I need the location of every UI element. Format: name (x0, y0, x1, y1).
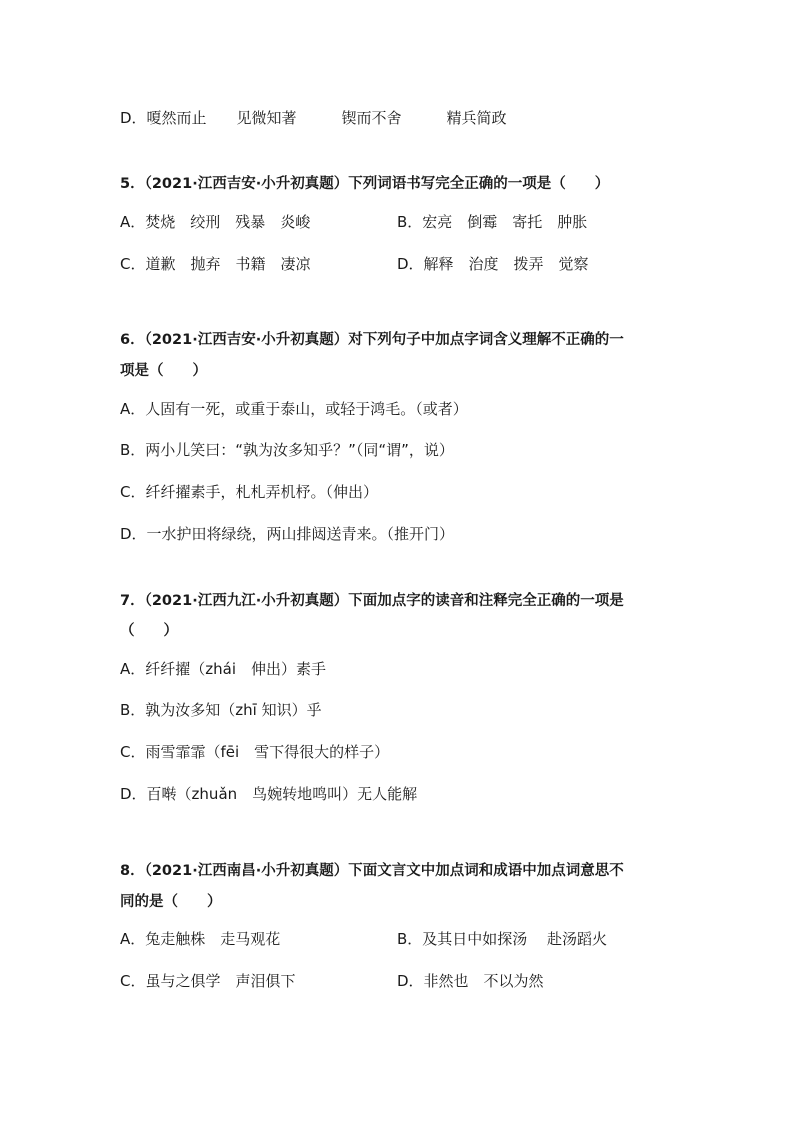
q4-option-d: D．嗄然而止 见微知著 锲而不舍 精兵简政 (120, 109, 507, 127)
q5-option-c: C．道歉 抛弃 书籍 凄凉 (120, 255, 311, 273)
q8-option-a: A．兔走触株 走马观花 (120, 930, 281, 948)
q5-title: 5．（2021·江西吉安·小升初真题）下列词语书写完全正确的一项是（ ） (120, 176, 610, 192)
q6-title-line1: 6．（2021·江西吉安·小升初真题）对下列句子中加点字词含义理解不正确的一 (120, 332, 624, 348)
q7-option-c: C．雨雪霏霏（fēi 雪下得很大的样子） (120, 743, 390, 761)
q5-option-b: B．宏亮 倒霉 寄托 肿胀 (397, 213, 588, 231)
q7-option-a: A．纤纤擢（zhái 伸出）素手 (120, 660, 327, 678)
q7-option-b: B．孰为汝多知（zhī 知识）乎 (120, 701, 322, 719)
q8-title-line1: 8．（2021·江西南昌·小升初真题）下面文言文中加点词和成语中加点词意思不 (120, 863, 624, 879)
q7-title-line2: （ ） (120, 623, 178, 639)
q6-option-d: D．一水护田将绿绕，两山排闼送青来。（推开门） (120, 525, 455, 543)
q6-option-a: A．人固有一死，或重于泰山，或轻于鸿毛。（或者） (120, 400, 468, 418)
q8-option-c: C．虽与之俱学 声泪俱下 (120, 972, 296, 990)
q7-title-line1: 7．（2021·江西九江·小升初真题）下面加点字的读音和注释完全正确的一项是 (120, 593, 624, 609)
q8-option-d: D．非然也 不以为然 (397, 972, 544, 990)
q5-option-a: A．焚烧 绞刑 残暴 炎峻 (120, 213, 311, 231)
q6-option-b: B．两小儿笑曰：“孰为汝多知乎？”（同“谓”，说） (120, 441, 454, 459)
q6-title-line2: 项是（ ） (120, 363, 207, 379)
q5-option-d: D．解释 治度 拨弄 觉察 (397, 255, 589, 273)
q6-option-c: C．纤纤擢素手，札札弄机杼。（伸出） (120, 483, 378, 501)
q8-title-line2: 同的是（ ） (120, 894, 222, 910)
q8-option-b: B．及其日中如探汤 赴汤蹈火 (397, 930, 608, 948)
q7-option-d: D．百啭（zhuǎn 鸟婉转地鸣叫）无人能解 (120, 785, 418, 803)
